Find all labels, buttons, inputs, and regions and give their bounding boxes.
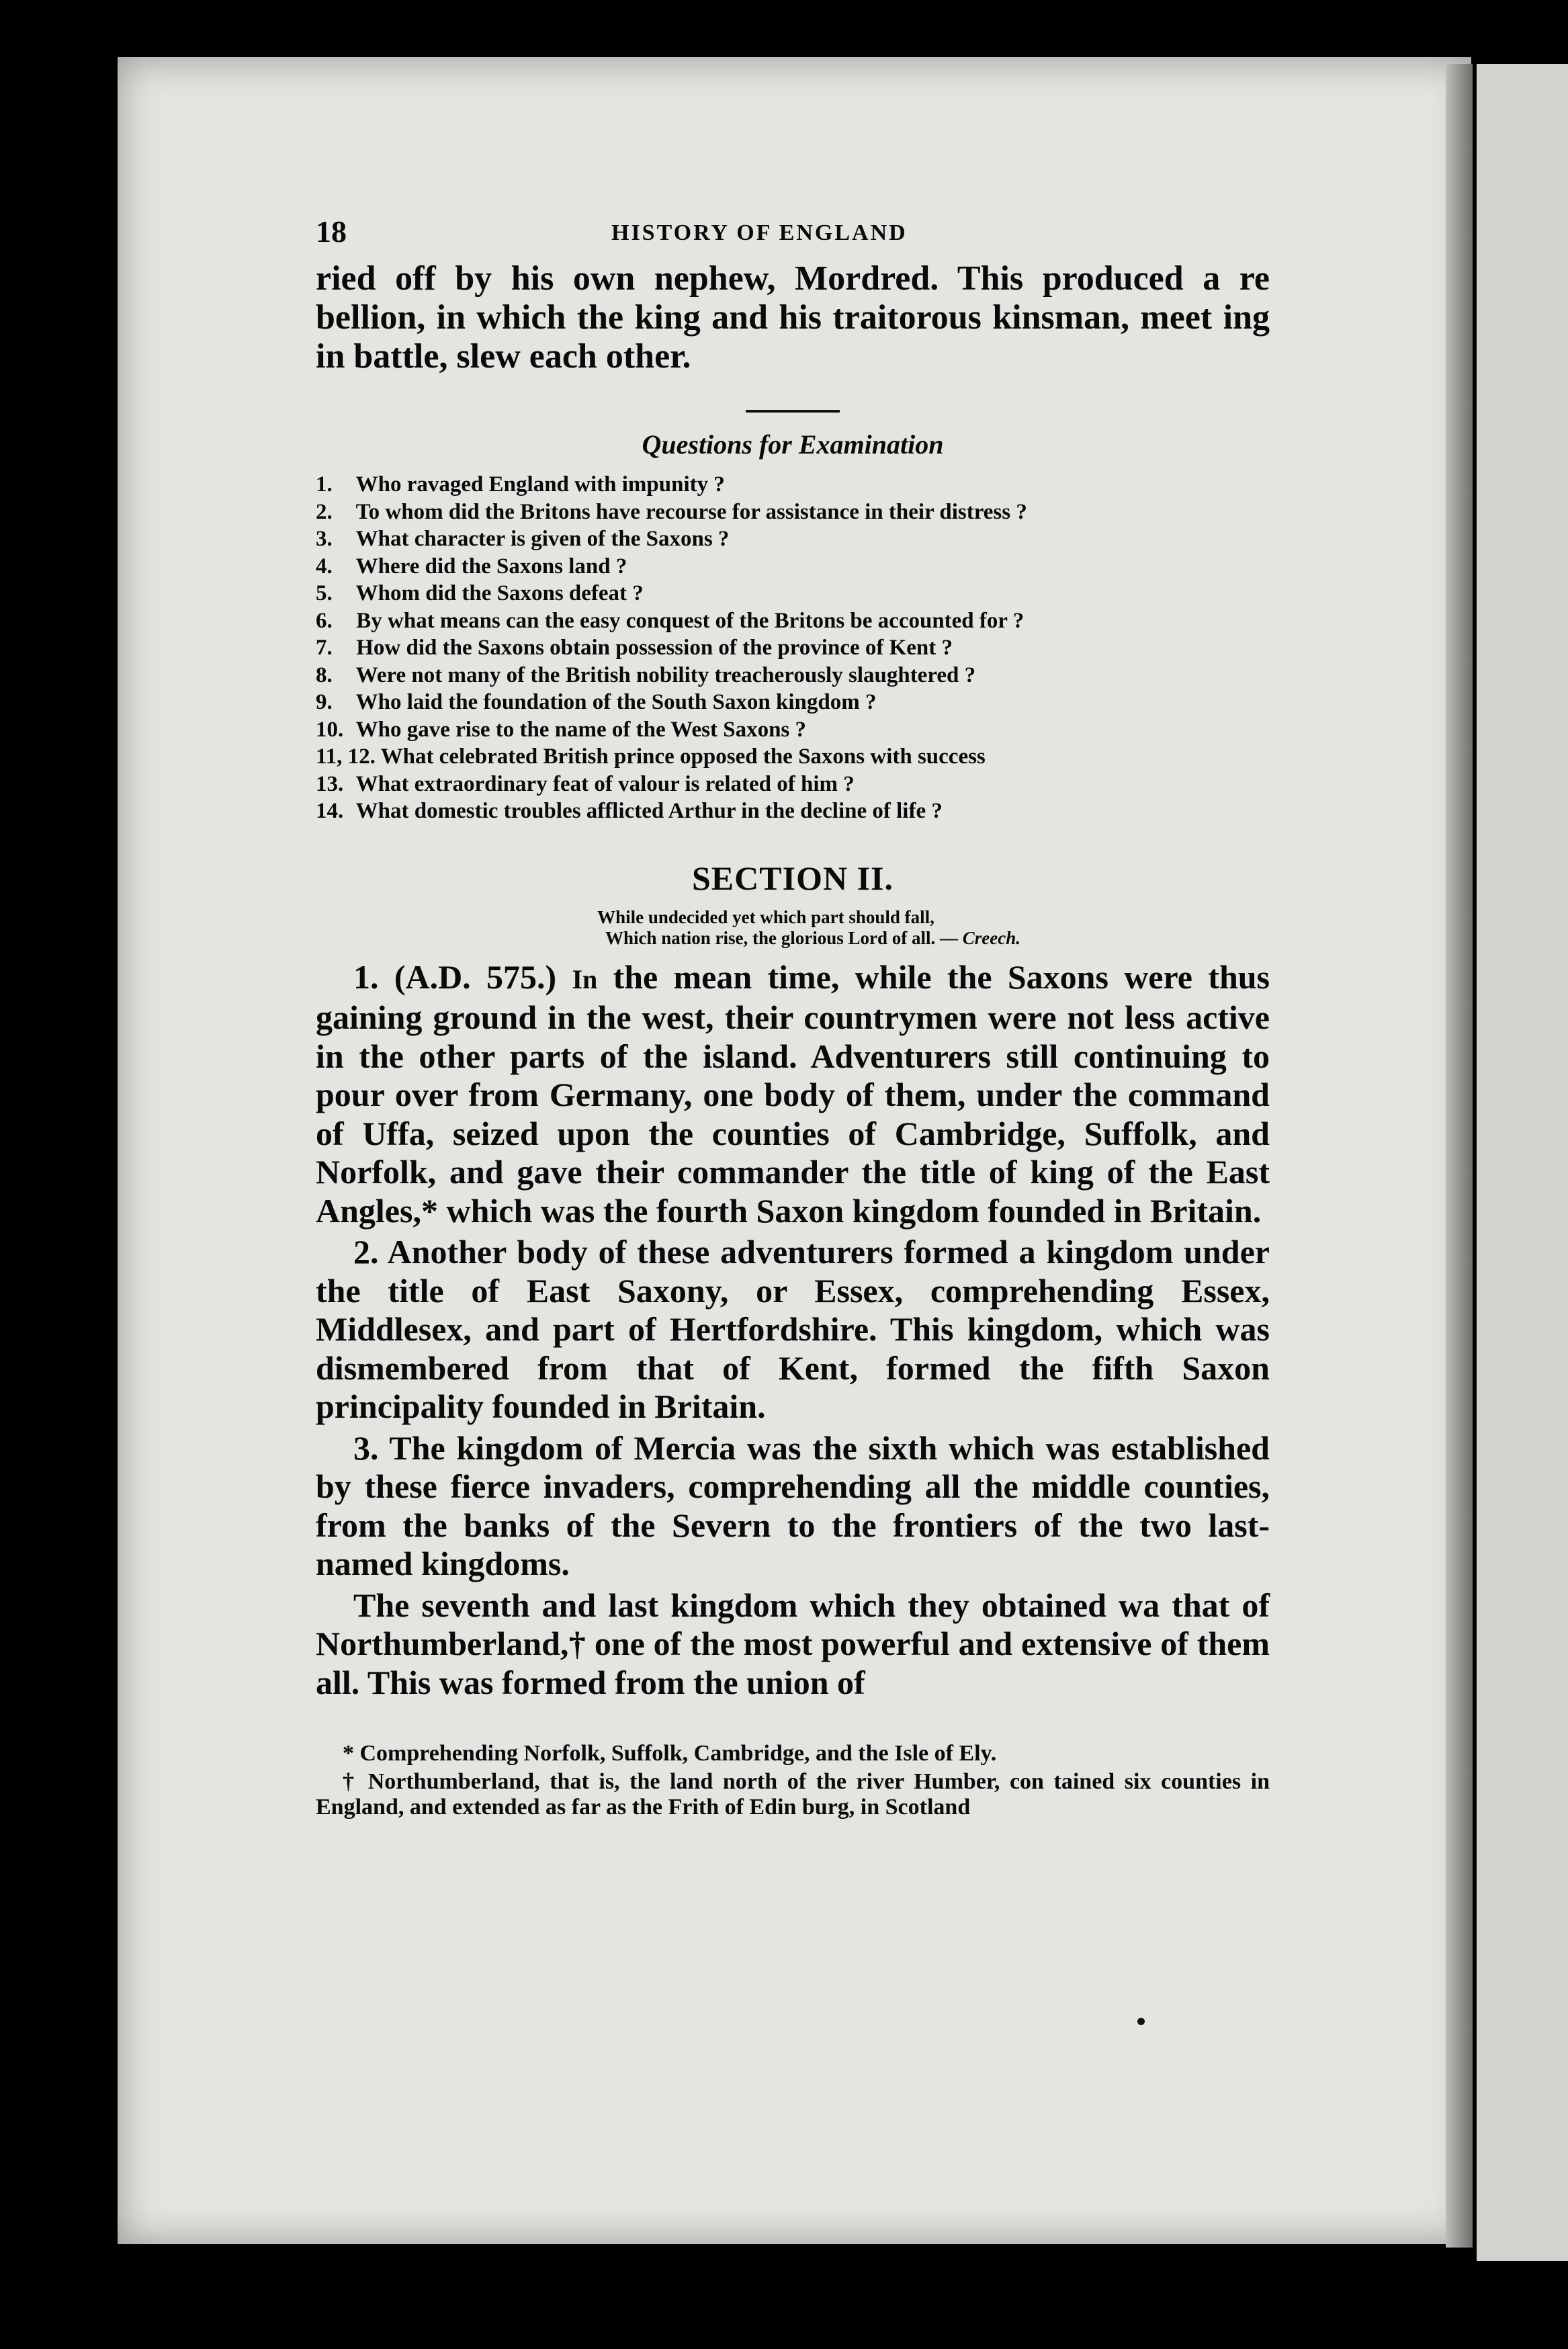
paragraph-number: 1.	[353, 957, 379, 996]
questions-list	[316, 471, 1270, 825]
body-paragraph-2	[316, 1233, 1270, 1426]
running-head	[316, 214, 1270, 254]
footnote	[316, 1769, 1270, 1820]
question-text: Who laid the foundation of the South Saxon kingdom ?	[355, 690, 877, 714]
question-item	[316, 798, 1270, 825]
question-number: 4.	[316, 554, 333, 579]
ink-speck	[1137, 2018, 1145, 2025]
epigraph	[316, 907, 1270, 949]
epigraph-line-1: While undecided yet which part should fall,	[597, 906, 934, 927]
question-number: 13.	[316, 771, 344, 796]
footnote	[316, 1741, 1270, 1766]
question-item	[316, 525, 1270, 553]
footnote-mark: †	[343, 1769, 359, 1794]
question-text: What extraordinary feat of valour is related of him ?	[355, 771, 855, 796]
question-number: 1.	[316, 472, 333, 497]
paragraph-number: 3.	[353, 1428, 379, 1467]
question-number: 6.	[316, 608, 333, 633]
running-title: HISTORY OF ENGLAND	[611, 220, 908, 245]
question-text: Who gave rise to the name of the West Saxons ?	[355, 717, 807, 742]
question-item	[316, 771, 1270, 798]
question-text: To whom did the Britons have recourse for assistance in their distress ?	[355, 499, 1027, 524]
question-text: Were not many of the British nobility treacherously slaughtered ?	[355, 663, 976, 687]
question-text: What domestic troubles afflicted Arthur in the decline of life ?	[355, 799, 943, 823]
questions-heading: Questions for Examination	[642, 429, 944, 460]
question-text: What celebrated British prince opposed the Saxons with success	[380, 744, 986, 769]
question-text: How did the Saxons obtain possession of the province of Kent ?	[356, 636, 953, 660]
question-item	[316, 580, 1270, 607]
question-number: 11, 12.	[316, 744, 376, 769]
question-number: 10.	[316, 717, 344, 742]
question-item	[316, 499, 1270, 526]
paragraph-lead-word: In	[572, 964, 598, 994]
paragraph-text: The seventh and last kingdom which they obtained wa that of Northumberland,† one of the most powerful and extensive of them all. This was formed from the union of	[316, 1586, 1270, 1701]
epigraph-attribution: Creech.	[962, 927, 1020, 948]
question-number: 3.	[316, 527, 333, 551]
question-item	[316, 607, 1270, 635]
body-paragraph-3	[316, 1429, 1270, 1584]
question-item	[316, 743, 1270, 771]
page-content	[316, 214, 1270, 1823]
page-gutter	[1446, 64, 1473, 2248]
footnote-text: Comprehending Norfolk, Suffolk, Cambridge, and the Isle of Ely.	[359, 1741, 997, 1766]
question-text: Where did the Saxons land ?	[355, 554, 627, 579]
paragraph-text: The kingdom of Mercia was the sixth which was established by these fierce invaders, comprehending all the middle counties, from the banks of the Severn to the frontiers of the two last-named kingdoms.	[316, 1428, 1270, 1582]
question-number: 2.	[316, 499, 333, 524]
question-text: Who ravaged England with impunity ?	[355, 472, 725, 497]
paragraph-text: the mean time, while the Saxons were thus gaining ground in the west, their countrymen were not less active in the other parts of the island. Adventurers still continuing to pour over from Germany, one body of them, under the command of Uffa, seized upon the counties of Cambridge, Suffolk, and Norfolk, and gave their commander the title of king of the East Angles,* which was the fourth Saxon kingdom founded in Britain.	[316, 957, 1270, 1230]
paragraph-date: (A.D. 575.)	[394, 957, 557, 996]
section-title: SECTION II.	[692, 859, 894, 897]
question-item	[316, 689, 1270, 716]
continuation-paragraph: ried off by his own nephew, Mordred. This produced a re bellion, in which the king and his traitorous kinsman, meet ing in battle, slew each other.	[316, 259, 1270, 376]
epigraph-line-2: Which nation rise, the glorious Lord of all. —	[605, 927, 959, 948]
question-text: Whom did the Saxons defeat ?	[355, 581, 644, 605]
page-number: 18	[316, 214, 347, 249]
question-text: What character is given of the Saxons ?	[355, 527, 730, 551]
question-number: 9.	[316, 690, 333, 714]
question-number: 5.	[316, 581, 333, 605]
question-item	[316, 662, 1270, 689]
paragraph-text: Another body of these adventurers formed a kingdom under the title of East Saxony, or Essex, comprehending Essex, Middlesex, and part of Hertfordshire. This kingdom, which was dismembered from that of Kent, formed the fifth Saxon principality founded in Britain.	[316, 1233, 1270, 1425]
question-text: By what means can the easy conquest of the Britons be accounted for ?	[356, 608, 1025, 633]
section-rule	[746, 410, 840, 413]
question-item	[316, 634, 1270, 662]
paragraph-number: 2.	[353, 1233, 379, 1271]
question-number: 7.	[316, 636, 333, 660]
body-paragraph-1	[316, 958, 1270, 1231]
body-paragraph-4	[316, 1586, 1270, 1703]
question-number: 14.	[316, 799, 344, 823]
footnotes	[316, 1741, 1270, 1820]
question-number: 8.	[316, 663, 333, 687]
question-item	[316, 553, 1270, 581]
facing-page-edge	[1477, 64, 1568, 2261]
question-item	[316, 716, 1270, 744]
footnote-text: Northumberland, that is, the land north of the river Humber, con tained six counties in England, and extended as far as the Frith of Edin burg, in Scotland	[316, 1769, 1270, 1820]
question-item	[316, 471, 1270, 499]
footnote-mark: *	[343, 1741, 354, 1766]
